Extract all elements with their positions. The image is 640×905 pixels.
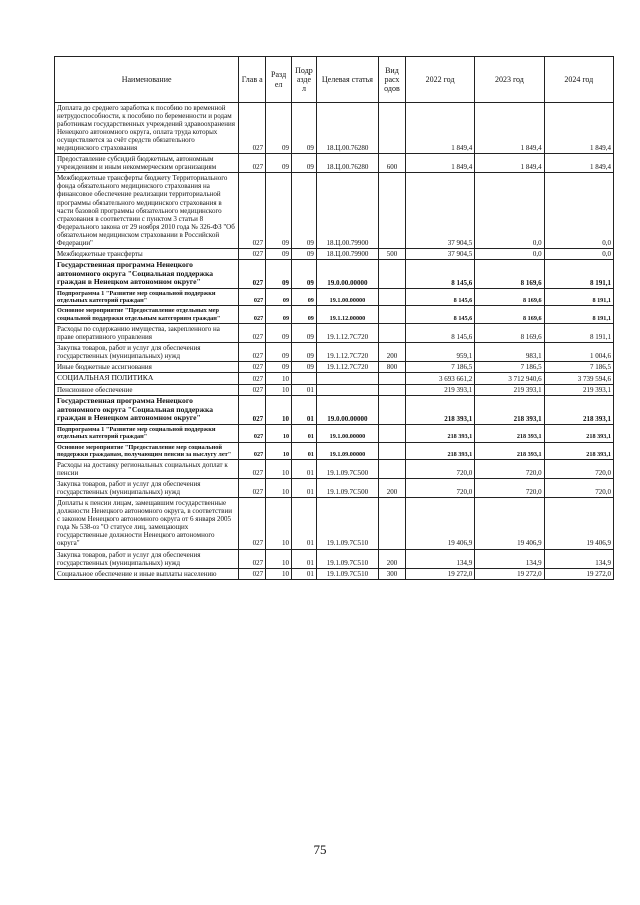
row-amount-2023: 720,0 bbox=[475, 479, 544, 498]
row-razdel: 10 bbox=[266, 498, 292, 549]
header-2024: 2024 год bbox=[544, 57, 613, 103]
row-glava: 027 bbox=[239, 460, 266, 479]
table-row bbox=[55, 343, 614, 362]
row-podrazdel bbox=[292, 373, 317, 385]
header-name: Наименование bbox=[55, 57, 239, 103]
row-expense-type: 300 bbox=[378, 568, 405, 579]
row-razdel: 09 bbox=[266, 154, 292, 173]
row-target-code: 19.1.00.00000 bbox=[316, 425, 378, 442]
table-row bbox=[55, 425, 614, 442]
row-amount-2023: 19 272,0 bbox=[475, 568, 544, 579]
row-razdel: 10 bbox=[266, 479, 292, 498]
row-amount-2024: 19 272,0 bbox=[544, 568, 613, 579]
table-row bbox=[55, 442, 614, 459]
row-target-code bbox=[316, 373, 378, 385]
header-2022: 2022 год bbox=[405, 57, 474, 103]
row-amount-2022: 1 849,4 bbox=[405, 154, 474, 173]
row-amount-2023: 8 169,6 bbox=[475, 259, 544, 288]
table-row bbox=[55, 248, 614, 259]
row-podrazdel: 01 bbox=[292, 425, 317, 442]
row-glava: 027 bbox=[239, 479, 266, 498]
row-glava: 027 bbox=[239, 248, 266, 259]
row-target-code: 19.1.12.7С720 bbox=[316, 323, 378, 342]
table-row bbox=[55, 173, 614, 248]
row-amount-2022: 3 693 661,2 bbox=[405, 373, 474, 385]
row-razdel: 09 bbox=[266, 362, 292, 373]
row-target-code: 19.1.00.00000 bbox=[316, 289, 378, 306]
row-podrazdel: 01 bbox=[292, 395, 317, 424]
row-name: Расходы на доставку региональных социальных доплат к пенсии bbox=[55, 460, 239, 479]
row-razdel: 10 bbox=[266, 460, 292, 479]
row-name: Предоставление субсидий бюджетным, автономным учреждениям и иным некоммерческим организациям bbox=[55, 154, 239, 173]
budget-table bbox=[54, 56, 614, 580]
row-podrazdel: 09 bbox=[292, 154, 317, 173]
row-glava: 027 bbox=[239, 568, 266, 579]
row-glava: 027 bbox=[239, 373, 266, 385]
row-amount-2022: 8 145,6 bbox=[405, 289, 474, 306]
row-expense-type: 600 bbox=[378, 154, 405, 173]
row-amount-2023: 218 393,1 bbox=[475, 395, 544, 424]
row-expense-type: 800 bbox=[378, 362, 405, 373]
row-amount-2022: 959,1 bbox=[405, 343, 474, 362]
row-podrazdel: 09 bbox=[292, 343, 317, 362]
row-razdel: 09 bbox=[266, 343, 292, 362]
header-target: Целевая статья bbox=[316, 57, 378, 103]
row-podrazdel: 09 bbox=[292, 323, 317, 342]
row-glava: 027 bbox=[239, 323, 266, 342]
row-amount-2023: 134,9 bbox=[475, 549, 544, 568]
row-target-code: 19.1.09.7С500 bbox=[316, 460, 378, 479]
row-podrazdel: 09 bbox=[292, 259, 317, 288]
row-razdel: 10 bbox=[266, 395, 292, 424]
row-amount-2024: 8 191,1 bbox=[544, 323, 613, 342]
row-expense-type bbox=[378, 306, 405, 323]
row-glava: 027 bbox=[239, 425, 266, 442]
table-row bbox=[55, 259, 614, 288]
row-glava: 027 bbox=[239, 306, 266, 323]
row-target-code: 19.1.12.00000 bbox=[316, 306, 378, 323]
row-expense-type bbox=[378, 323, 405, 342]
row-expense-type bbox=[378, 460, 405, 479]
row-target-code: 18.Ц.00.76280 bbox=[316, 103, 378, 154]
row-target-code bbox=[316, 384, 378, 395]
row-razdel: 10 bbox=[266, 568, 292, 579]
row-amount-2023: 0,0 bbox=[475, 173, 544, 248]
row-amount-2022: 134,9 bbox=[405, 549, 474, 568]
header-glava: Глав а bbox=[239, 57, 266, 103]
row-podrazdel: 09 bbox=[292, 248, 317, 259]
row-name: Закупка товаров, работ и услуг для обеспечения государственных (муниципальных) нужд bbox=[55, 343, 239, 362]
row-target-code: 19.1.09.7С510 bbox=[316, 498, 378, 549]
row-target-code: 18.Ц.00.79900 bbox=[316, 248, 378, 259]
row-razdel: 10 bbox=[266, 549, 292, 568]
row-target-code: 18.Ц.00.76280 bbox=[316, 154, 378, 173]
row-glava: 027 bbox=[239, 395, 266, 424]
row-amount-2022: 720,0 bbox=[405, 460, 474, 479]
row-amount-2022: 8 145,6 bbox=[405, 306, 474, 323]
row-amount-2023: 0,0 bbox=[475, 248, 544, 259]
row-amount-2023: 720,0 bbox=[475, 460, 544, 479]
row-expense-type bbox=[378, 384, 405, 395]
row-amount-2023: 218 393,1 bbox=[475, 442, 544, 459]
row-amount-2023: 218 393,1 bbox=[475, 425, 544, 442]
row-glava: 027 bbox=[239, 154, 266, 173]
row-podrazdel: 01 bbox=[292, 384, 317, 395]
row-amount-2022: 720,0 bbox=[405, 479, 474, 498]
table-row bbox=[55, 460, 614, 479]
row-expense-type bbox=[378, 259, 405, 288]
row-podrazdel: 01 bbox=[292, 479, 317, 498]
table-row bbox=[55, 479, 614, 498]
row-podrazdel: 09 bbox=[292, 289, 317, 306]
row-expense-type bbox=[378, 289, 405, 306]
row-amount-2023: 219 393,1 bbox=[475, 384, 544, 395]
row-glava: 027 bbox=[239, 173, 266, 248]
row-amount-2023: 1 849,4 bbox=[475, 103, 544, 154]
row-name: Подпрограмма 1 "Развитие мер социальной поддержки отдельных категорий граждан" bbox=[55, 289, 239, 306]
row-amount-2023: 7 186,5 bbox=[475, 362, 544, 373]
row-glava: 027 bbox=[239, 498, 266, 549]
table-row bbox=[55, 498, 614, 549]
row-razdel: 09 bbox=[266, 103, 292, 154]
header-2023: 2023 год bbox=[475, 57, 544, 103]
row-name: Закупка товаров, работ и услуг для обеспечения государственных (муниципальных) нужд bbox=[55, 549, 239, 568]
row-podrazdel: 01 bbox=[292, 442, 317, 459]
row-name: Подпрограмма 1 "Развитие мер социальной поддержки отдельных категорий граждан" bbox=[55, 425, 239, 442]
row-expense-type bbox=[378, 498, 405, 549]
row-name: Межбюджетные трансферты bbox=[55, 248, 239, 259]
row-podrazdel: 09 bbox=[292, 362, 317, 373]
row-name: Доплата до среднего заработка к пособию по временной нетрудоспособности, к пособию по беременности и родам работникам государственных учреждений здравоохранения Ненецкого автономного округа, оплата труда которых осуществляется за счёт средств обязательного медицинского страхования bbox=[55, 103, 239, 154]
row-amount-2024: 720,0 bbox=[544, 479, 613, 498]
row-amount-2023: 8 169,6 bbox=[475, 323, 544, 342]
row-name: Основное мероприятие "Предоставление мер социальной поддержки гражданам, получающим пенсии за выслугу лет" bbox=[55, 442, 239, 459]
row-razdel: 09 bbox=[266, 259, 292, 288]
table-row bbox=[55, 323, 614, 342]
row-amount-2023: 1 849,4 bbox=[475, 154, 544, 173]
row-amount-2024: 3 739 594,6 bbox=[544, 373, 613, 385]
row-amount-2024: 219 393,1 bbox=[544, 384, 613, 395]
table-header bbox=[55, 57, 614, 103]
table-row bbox=[55, 306, 614, 323]
table-row bbox=[55, 289, 614, 306]
row-target-code: 18.Ц.00.79900 bbox=[316, 173, 378, 248]
row-amount-2024: 720,0 bbox=[544, 460, 613, 479]
row-amount-2024: 0,0 bbox=[544, 248, 613, 259]
table-row bbox=[55, 103, 614, 154]
row-amount-2024: 1 849,4 bbox=[544, 103, 613, 154]
row-razdel: 10 bbox=[266, 373, 292, 385]
row-name: Межбюджетные трансферты бюджету Территориального фонда обязательного медицинского страхования на финансовое обеспечение реализации территориальной программы обязательного медицинского страхования в части базовой программы обязательного медицинского страхования в соответствии с пунктом 3 статьи 8 Федерального закона от 29 ноября 2010 года № 326-ФЗ "Об обязательном медицинском страховании в Российской Федерации" bbox=[55, 173, 239, 248]
header-razdel: Разд ел bbox=[266, 57, 292, 103]
row-amount-2024: 8 191,1 bbox=[544, 259, 613, 288]
row-target-code: 19.0.00.00000 bbox=[316, 395, 378, 424]
row-razdel: 10 bbox=[266, 384, 292, 395]
row-name: Социальное обеспечение и иные выплаты населению bbox=[55, 568, 239, 579]
row-razdel: 09 bbox=[266, 248, 292, 259]
row-razdel: 10 bbox=[266, 442, 292, 459]
row-expense-type bbox=[378, 395, 405, 424]
row-target-code: 19.0.00.00000 bbox=[316, 259, 378, 288]
row-name: Закупка товаров, работ и услуг для обеспечения государственных (муниципальных) нужд bbox=[55, 479, 239, 498]
row-podrazdel: 01 bbox=[292, 549, 317, 568]
row-podrazdel: 01 bbox=[292, 498, 317, 549]
row-amount-2024: 218 393,1 bbox=[544, 425, 613, 442]
row-amount-2024: 7 186,5 bbox=[544, 362, 613, 373]
row-expense-type: 200 bbox=[378, 549, 405, 568]
row-podrazdel: 01 bbox=[292, 568, 317, 579]
table-row bbox=[55, 395, 614, 424]
row-amount-2024: 218 393,1 bbox=[544, 442, 613, 459]
row-amount-2024: 218 393,1 bbox=[544, 395, 613, 424]
row-expense-type bbox=[378, 373, 405, 385]
row-amount-2024: 1 849,4 bbox=[544, 154, 613, 173]
row-glava: 027 bbox=[239, 384, 266, 395]
row-amount-2023: 8 169,6 bbox=[475, 289, 544, 306]
row-target-code: 19.1.09.7С510 bbox=[316, 568, 378, 579]
row-amount-2022: 218 393,1 bbox=[405, 442, 474, 459]
row-podrazdel: 09 bbox=[292, 173, 317, 248]
row-glava: 027 bbox=[239, 549, 266, 568]
row-name: Пенсионное обеспечение bbox=[55, 384, 239, 395]
row-target-code: 19.1.12.7С720 bbox=[316, 343, 378, 362]
row-name: Доплаты к пенсии лицам, замещавшим государственные должности Ненецкого автономного округа, в соответствии с законом Ненецкого автономного округа от 6 января 2005 года № 538-оз "О статусе лиц, замещающих государственные должности Ненецкого автономного округа" bbox=[55, 498, 239, 549]
row-amount-2022: 218 393,1 bbox=[405, 395, 474, 424]
row-expense-type: 200 bbox=[378, 343, 405, 362]
table-row bbox=[55, 154, 614, 173]
row-podrazdel: 01 bbox=[292, 460, 317, 479]
row-amount-2022: 19 272,0 bbox=[405, 568, 474, 579]
row-amount-2022: 8 145,6 bbox=[405, 259, 474, 288]
row-name: Расходы по содержанию имущества, закрепленного на праве оперативного управления bbox=[55, 323, 239, 342]
row-target-code: 19.1.09.7С500 bbox=[316, 479, 378, 498]
row-podrazdel: 09 bbox=[292, 103, 317, 154]
row-glava: 027 bbox=[239, 259, 266, 288]
row-razdel: 09 bbox=[266, 323, 292, 342]
table-row bbox=[55, 568, 614, 579]
row-amount-2022: 7 186,5 bbox=[405, 362, 474, 373]
header-vid: Вид расх одов bbox=[378, 57, 405, 103]
row-amount-2024: 8 191,1 bbox=[544, 289, 613, 306]
row-amount-2022: 37 904,5 bbox=[405, 173, 474, 248]
row-target-code: 19.1.09.7С510 bbox=[316, 549, 378, 568]
row-razdel: 09 bbox=[266, 306, 292, 323]
row-name: Государственная программа Ненецкого автономного округа "Социальная поддержка граждан в Ненецком автономном округе" bbox=[55, 395, 239, 424]
row-amount-2024: 8 191,1 bbox=[544, 306, 613, 323]
row-amount-2022: 8 145,6 bbox=[405, 323, 474, 342]
row-amount-2022: 19 406,9 bbox=[405, 498, 474, 549]
row-razdel: 10 bbox=[266, 425, 292, 442]
header-podrazdel: Подр азде л bbox=[292, 57, 317, 103]
row-expense-type bbox=[378, 103, 405, 154]
row-target-code: 19.1.12.7С720 bbox=[316, 362, 378, 373]
row-glava: 027 bbox=[239, 343, 266, 362]
row-amount-2024: 0,0 bbox=[544, 173, 613, 248]
row-glava: 027 bbox=[239, 442, 266, 459]
table-row bbox=[55, 549, 614, 568]
row-expense-type: 500 bbox=[378, 248, 405, 259]
row-amount-2023: 3 712 940,6 bbox=[475, 373, 544, 385]
table-row bbox=[55, 384, 614, 395]
row-name: СОЦИАЛЬНАЯ ПОЛИТИКА bbox=[55, 373, 239, 385]
row-amount-2024: 1 004,6 bbox=[544, 343, 613, 362]
row-name: Государственная программа Ненецкого автономного округа "Социальная поддержка граждан в Ненецком автономном округе" bbox=[55, 259, 239, 288]
row-target-code: 19.1.09.00000 bbox=[316, 442, 378, 459]
row-expense-type bbox=[378, 425, 405, 442]
row-razdel: 09 bbox=[266, 173, 292, 248]
row-amount-2022: 37 904,5 bbox=[405, 248, 474, 259]
row-amount-2023: 8 169,6 bbox=[475, 306, 544, 323]
row-expense-type bbox=[378, 442, 405, 459]
row-razdel: 09 bbox=[266, 289, 292, 306]
row-glava: 027 bbox=[239, 362, 266, 373]
row-glava: 027 bbox=[239, 289, 266, 306]
row-glava: 027 bbox=[239, 103, 266, 154]
row-name: Основное мероприятие "Предоставление отдельных мер социальной поддержки отдельным категориям граждан" bbox=[55, 306, 239, 323]
row-amount-2024: 134,9 bbox=[544, 549, 613, 568]
row-expense-type bbox=[378, 173, 405, 248]
table-row bbox=[55, 362, 614, 373]
row-amount-2023: 19 406,9 bbox=[475, 498, 544, 549]
row-amount-2024: 19 406,9 bbox=[544, 498, 613, 549]
row-podrazdel: 09 bbox=[292, 306, 317, 323]
row-amount-2023: 983,1 bbox=[475, 343, 544, 362]
row-amount-2022: 218 393,1 bbox=[405, 425, 474, 442]
page-number: 75 bbox=[313, 842, 327, 857]
row-expense-type: 200 bbox=[378, 479, 405, 498]
row-name: Иные бюджетные ассигнования bbox=[55, 362, 239, 373]
row-amount-2022: 1 849,4 bbox=[405, 103, 474, 154]
table-row bbox=[55, 373, 614, 385]
row-amount-2022: 219 393,1 bbox=[405, 384, 474, 395]
